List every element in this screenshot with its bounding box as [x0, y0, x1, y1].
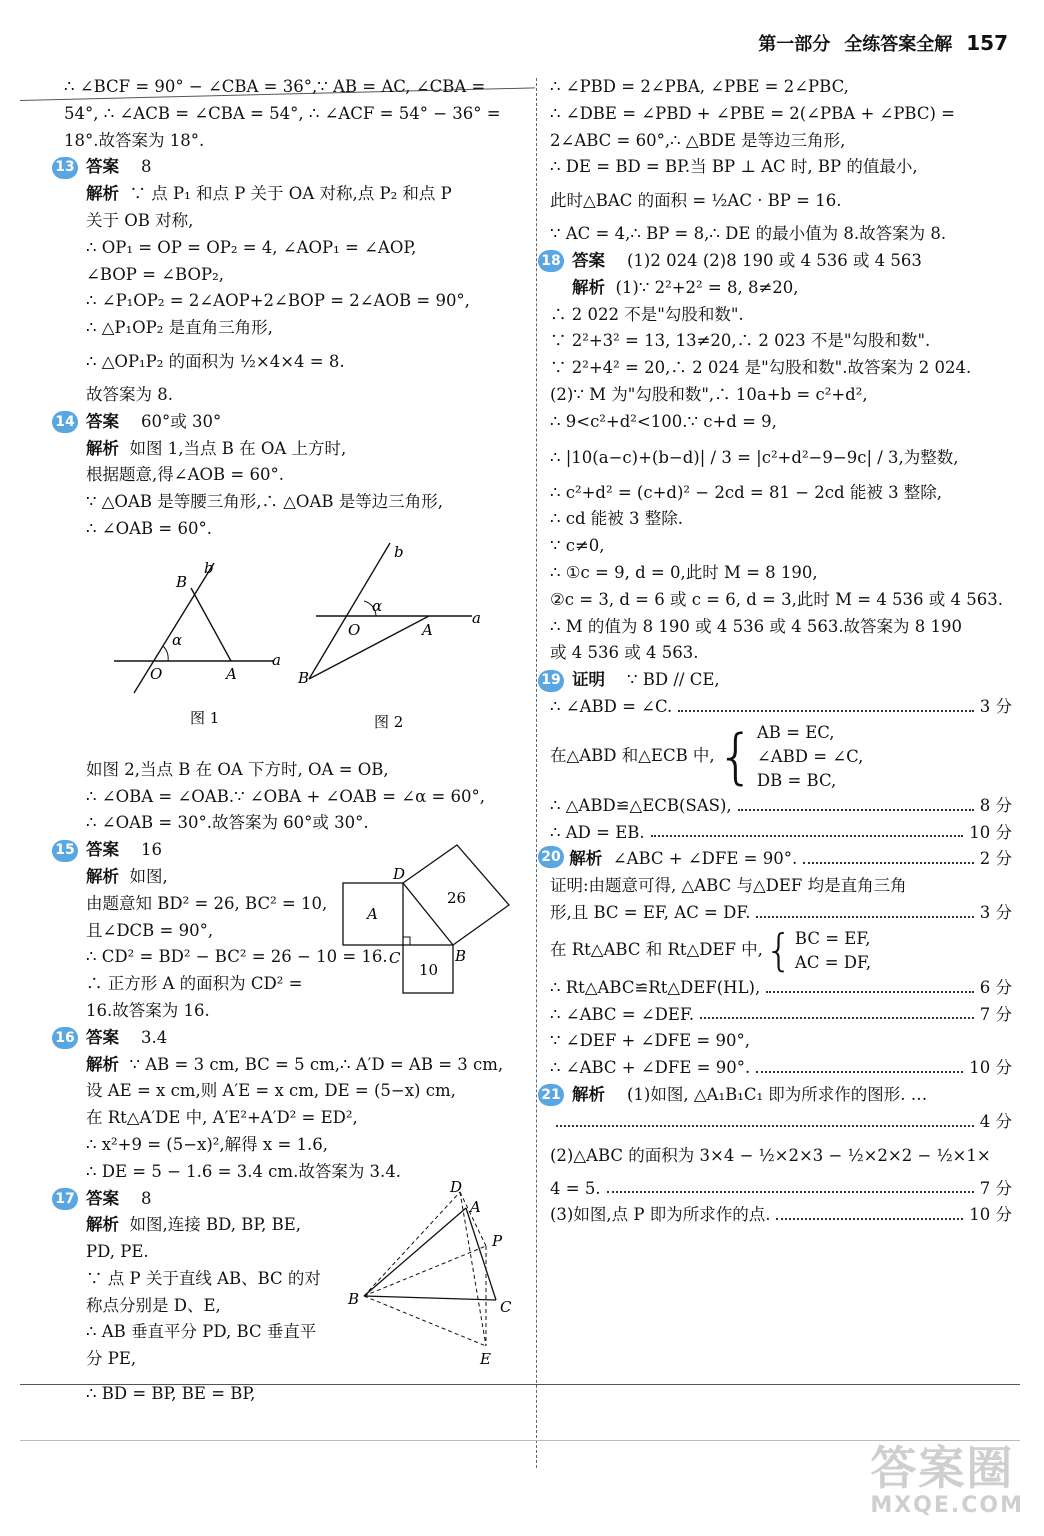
text-line: ∴ ∠ABC + ∠DFE = 90°. — [550, 1058, 751, 1078]
text-line: ∴ △OP₁P₂ 的面积为 ½×4×4 = 8. — [86, 351, 345, 371]
answer-value: 16 — [141, 840, 162, 860]
question-13-header — [55, 154, 516, 181]
text-line: ∠ABC + ∠DFE = 90°. — [612, 849, 798, 869]
analysis-label: 解析 — [86, 1215, 119, 1235]
dot-leader — [738, 793, 974, 811]
text-line: ∵ 点 P 关于直线 AB、BC 的对 — [86, 1268, 321, 1288]
text-line: 故答案为 8. — [86, 384, 173, 404]
fig15-label-C: C — [389, 949, 401, 968]
text-line: ∴ AD = EB. — [550, 822, 645, 842]
answer-value: 3.4 — [141, 1027, 168, 1047]
figure-17-svg — [346, 1177, 526, 1368]
fig1-label-a: a — [272, 650, 281, 669]
figure-14-svg — [64, 543, 516, 757]
text-line: ∴ DE = BD = BP.当 BP ⊥ AC 时, BP 的值最小, — [550, 157, 918, 177]
fig15-label-10: 10 — [419, 961, 439, 980]
fig17-label-P: P — [492, 1231, 503, 1250]
text-line: ∵ BD // CE, — [627, 670, 720, 690]
score-value: 6 分 — [979, 977, 1012, 997]
text-line: PD, PE. — [86, 1242, 149, 1262]
score-value: 7 分 — [979, 1004, 1012, 1024]
score-value: 10 分 — [969, 1205, 1012, 1225]
text-line: ∴ △ABD≌△ECB(SAS), — [550, 795, 732, 815]
fig15-label-A: A — [367, 905, 378, 924]
score-line — [550, 793, 1012, 820]
text-line: 如图,连接 BD, BP, BE, — [129, 1215, 302, 1235]
text-line: 或 4 536 或 4 563. — [550, 643, 699, 663]
fig17-label-D: D — [450, 1177, 463, 1196]
text-line: 2∠ABC = 60°,∴ △BDE 是等边三角形, — [550, 130, 846, 150]
answer-label: 答案 — [572, 250, 605, 270]
fig1-label-B: B — [176, 572, 188, 591]
figure-14 — [64, 543, 516, 757]
question-number-badge: 19 — [538, 670, 564, 692]
text-line: ∴ |10(a−c)+(b−d)| / 3 = |c²+d²−9−9c| / 3,为整数, — [550, 447, 959, 467]
right-column — [541, 74, 1012, 1229]
score-value: 10 分 — [969, 1058, 1012, 1078]
text-line: ∵ △OAB 是等腰三角形,∴ △OAB 是等边三角形, — [86, 492, 443, 512]
analysis-line — [64, 1052, 516, 1079]
score-line — [550, 1055, 1012, 1082]
dot-leader — [700, 1002, 974, 1020]
question-number-badge: 16 — [52, 1027, 78, 1049]
column-divider — [536, 78, 537, 1468]
text-line: ∴ ∠DBE = ∠PBD + ∠PBE = 2(∠PBA + ∠PBC) = — [550, 103, 955, 123]
dot-leader — [651, 820, 964, 838]
text-line: ∴ DE = 5 − 1.6 = 3.4 cm.故答案为 3.4. — [86, 1161, 402, 1181]
text-line: 证明:由题意可得, △ABC 与△DEF 均是直角三角 — [550, 876, 907, 896]
dot-leader — [756, 900, 973, 918]
score-value: 8 分 — [979, 795, 1012, 815]
score-line — [550, 820, 1012, 847]
text-line: ∴ ∠P₁OP₂ = 2∠AOP+2∠BOP = 2∠AOB = 90°, — [86, 291, 470, 311]
dot-leader — [776, 1202, 963, 1220]
question-number-badge: 15 — [52, 840, 78, 862]
text-line: (1)如图, △A₁B₁C₁ 即为所求作的图形. … — [627, 1084, 928, 1104]
segment-BP — [364, 1246, 486, 1296]
fig1-label-b: b — [204, 558, 214, 577]
text-line: ∵ 点 P₁ 和点 P 关于 OA 对称,点 P₂ 和点 P — [129, 184, 452, 204]
segment-BD — [364, 1192, 460, 1296]
score-value: 3 分 — [979, 902, 1012, 922]
answer-label: 答案 — [86, 840, 119, 860]
text-line: 在△ABD 和△ECB 中, — [550, 746, 715, 766]
text-line: ∴ 正方形 A 的面积为 CD² = — [86, 974, 303, 994]
answer-label: 答案 — [86, 1188, 119, 1208]
analysis-label: 解析 — [86, 184, 119, 204]
figure-15-svg — [339, 843, 519, 1003]
fig1-label-A: A — [226, 664, 237, 683]
dot-leader — [756, 1055, 963, 1073]
text-line: ∵ AC = 4,∴ BP = 8,∴ DE 的最小值为 8.故答案为 8. — [550, 224, 947, 244]
text-line: ∴ ①c = 9, d = 0,此时 M = 8 190, — [550, 562, 818, 582]
text-line: ∵ ∠DEF + ∠DFE = 90°, — [550, 1031, 750, 1051]
answer-label: 答案 — [86, 411, 119, 431]
dot-leader — [678, 694, 973, 712]
text-line: ∵ AB = 3 cm, BC = 5 cm,∴ A′D = AB = 3 cm, — [129, 1054, 504, 1074]
score-value: 7 分 — [979, 1178, 1012, 1198]
text-line: ∴ M 的值为 8 190 或 4 536 或 4 563.故答案为 8 190 — [550, 616, 963, 636]
question-17-block — [55, 1177, 516, 1408]
brace-item: BC = EF, — [794, 928, 871, 948]
question-18-header — [541, 248, 1012, 275]
question-number-badge: 18 — [538, 250, 564, 272]
brace-item: ∠ABD = ∠C, — [756, 746, 864, 766]
score-value: 10 分 — [969, 822, 1012, 842]
fig17-label-C: C — [500, 1297, 512, 1316]
answer-value: 60°或 30° — [141, 411, 222, 431]
text-line: 分 PE, — [86, 1349, 137, 1369]
text-line: ②c = 3, d = 6 或 c = 6, d = 3,此时 M = 4 536 或 4 563. — [550, 589, 1004, 609]
score-line — [550, 694, 1012, 721]
fig2-label-O: O — [348, 620, 361, 639]
text-line: 在 Rt△ABC 和 Rt△DEF 中, — [550, 940, 763, 960]
text-line: ∴ 2 022 不是"勾股和数". — [550, 304, 744, 324]
text-line: 且∠DCB = 90°, — [86, 920, 214, 940]
text-line: ∴ ∠OBA = ∠OAB.∵ ∠OBA + ∠OAB = ∠α = 60°, — [86, 786, 486, 806]
fig2-label-a: a — [472, 608, 481, 627]
page-number: 157 — [966, 31, 1008, 55]
segment-BC — [364, 1296, 496, 1300]
text-line: 设 AE = x cm,则 A′E = x cm, DE = (5−x) cm, — [86, 1081, 456, 1101]
question-number-badge: 20 — [538, 846, 564, 868]
brace-items — [757, 721, 864, 793]
text-line: ∵ 2²+4² = 20,∴ 2 024 是"勾股和数".故答案为 2 024. — [550, 358, 972, 378]
text-line: (1)∵ 2²+2² = 8, 8≠20, — [615, 277, 799, 297]
header-section: 全练答案全解 — [844, 34, 953, 55]
question-number-badge: 21 — [538, 1084, 564, 1106]
header-part: 第一部分 — [758, 34, 831, 55]
text-line: 4 = 5. — [550, 1178, 601, 1198]
fig2-label-B: B — [298, 668, 310, 687]
brace-symbol: { — [764, 924, 793, 976]
text-line: ∠BOP = ∠BOP₂, — [86, 264, 224, 284]
analysis-label: 解析 — [569, 849, 603, 869]
score-line — [550, 900, 1012, 927]
watermark — [870, 1443, 1024, 1518]
question-15-block — [55, 837, 516, 1025]
text-line: (3)如图,点 P 即为所求作的点. — [550, 1205, 771, 1225]
text-line: ∴ AB 垂直平分 PD, BC 垂直平 — [86, 1322, 317, 1342]
segment-BE — [364, 1296, 486, 1346]
text-line: 由题意知 BD² = 26, BC² = 10, — [86, 893, 328, 913]
analysis-label: 解析 — [572, 1084, 605, 1104]
text-line: ∴ c²+d² = (c+d)² − 2cd = 81 − 2cd 能被 3 整除, — [550, 482, 943, 502]
text-line: ∴ ∠PBD = 2∠PBA, ∠PBE = 2∠PBC, — [550, 77, 849, 96]
text-line: 如图 1,当点 B 在 OA 上方时, — [129, 438, 347, 458]
dot-leader — [766, 975, 974, 993]
question-number-badge: 14 — [52, 411, 78, 433]
answer-label: 答案 — [86, 157, 119, 177]
analysis-label: 解析 — [86, 1054, 119, 1074]
right-angle-mark — [403, 937, 410, 945]
fig15-label-D: D — [393, 865, 406, 884]
score-value: 3 分 — [979, 696, 1012, 716]
analysis-line — [64, 436, 516, 463]
analysis-line — [64, 181, 516, 208]
dot-leader — [607, 1176, 974, 1194]
score-line — [550, 1176, 1012, 1203]
text-line: 54°, ∴ ∠ACB = ∠CBA = 54°, ∴ ∠ACF = 54° − 36° = — [64, 103, 501, 123]
fig17-label-B: B — [348, 1289, 360, 1308]
score-line — [541, 846, 1012, 873]
score-line — [550, 975, 1012, 1002]
fig1-segment-ba — [191, 588, 231, 661]
left-column — [55, 74, 516, 1408]
text-line: ∴ CD² = BD² − BC² = 26 − 10 = 16. — [86, 947, 388, 967]
score-value: 4 分 — [979, 1111, 1012, 1131]
fig1-label-O: O — [150, 664, 163, 683]
brace-item: AC = DF, — [794, 952, 872, 972]
text-line: 形,且 BC = EF, AC = DF. — [550, 902, 751, 922]
question-14-header — [55, 409, 516, 436]
score-line — [550, 1202, 1012, 1229]
dot-leader — [556, 1109, 974, 1127]
analysis-label: 解析 — [572, 277, 605, 297]
fig2-label-A: A — [422, 620, 433, 639]
page-header — [758, 30, 1008, 56]
text-line: 关于 OB 对称, — [86, 210, 194, 230]
question-21-header — [541, 1082, 1012, 1109]
score-line — [550, 1109, 1012, 1136]
text-line: (2)△ABC 的面积为 3×4 − ½×2×3 − ½×2×2 − ½×1× — [550, 1145, 991, 1165]
text-line: ∴ ∠OAB = 30°.故答案为 60°或 30°. — [86, 813, 369, 833]
text-line: ∴ BD = BP, BE = BP, — [86, 1384, 256, 1404]
question-19-header — [541, 667, 1012, 694]
fig2-label-alpha: α — [372, 596, 383, 615]
answer-value: 8 — [141, 157, 152, 177]
text-line: ∵ c≠0, — [550, 536, 605, 556]
fig2-caption: 图 2 — [374, 712, 404, 731]
text-line: ∴ x²+9 = (5−x)²,解得 x = 1.6, — [86, 1134, 329, 1154]
segment-AC — [466, 1208, 496, 1300]
text-line: ∴ ∠ABC = ∠DEF. — [550, 1004, 695, 1024]
text-line: ∴ OP₁ = OP = OP₂ = 4, ∠AOP₁ = ∠AOP, — [86, 237, 417, 257]
analysis-label: 解析 — [86, 866, 119, 886]
watermark-logo-text: 答案圈 — [870, 1441, 1015, 1495]
analysis-line — [550, 275, 1012, 302]
question-number-badge: 17 — [52, 1188, 78, 1210]
answer-value: (1)2 024 (2)8 190 或 4 536 或 4 563 — [627, 250, 922, 270]
fig1-label-alpha: α — [172, 630, 183, 649]
question-16-header — [55, 1025, 516, 1052]
fig1-caption: 图 1 — [190, 708, 220, 727]
text-line: ∴ △P₁OP₂ 是直角三角形, — [86, 318, 273, 338]
proof-label: 证明 — [572, 670, 605, 690]
answer-value: 8 — [141, 1188, 152, 1208]
brace-item: AB = EC, — [756, 722, 835, 742]
text-line: ∴ Rt△ABC≌Rt△DEF(HL), — [550, 977, 761, 997]
text-line: 如图, — [129, 866, 168, 886]
text-line: 此时△BAC 的面积 = ½AC · BP = 16. — [550, 191, 842, 211]
text-line: 如图 2,当点 B 在 OA 下方时, OA = OB, — [86, 759, 389, 779]
fig17-label-A: A — [470, 1197, 481, 1216]
watermark-url: MXQE.COM — [870, 1493, 1024, 1518]
brace-item: DB = BC, — [756, 770, 837, 790]
fig1-angle-arc — [163, 646, 168, 661]
text-line: (2)∵ M 为"勾股和数",∴ 10a+b = c²+d², — [550, 384, 868, 404]
text-line: 在 Rt△A′DE 中, A′E²+A′D² = ED², — [86, 1108, 358, 1128]
dot-leader — [803, 846, 974, 864]
brace-symbol: { — [716, 721, 755, 792]
score-value: 2 分 — [979, 849, 1012, 869]
brace-items — [795, 927, 871, 975]
fig15-label-26: 26 — [447, 889, 467, 908]
brace-group — [550, 721, 1012, 793]
text-line: 根据题意,得∠AOB = 60°. — [86, 465, 284, 485]
score-line — [550, 1002, 1012, 1029]
analysis-label: 解析 — [86, 438, 119, 458]
text-line: ∴ cd 能被 3 整除. — [550, 509, 684, 529]
fig17-label-E: E — [480, 1349, 491, 1368]
text-line: 18°.故答案为 18°. — [64, 130, 205, 150]
text-line: ∵ 2²+3² = 13, 13≠20,∴ 2 023 不是"勾股和数". — [550, 331, 931, 351]
question-number-badge: 13 — [52, 157, 78, 179]
text-line: 称点分别是 D、E, — [86, 1295, 221, 1315]
fig2-label-b: b — [394, 542, 404, 561]
fig15-label-B: B — [455, 947, 467, 966]
text-line: 16.故答案为 16. — [86, 1000, 210, 1020]
answer-label: 答案 — [86, 1027, 119, 1047]
segment-BA — [364, 1208, 466, 1296]
text-line: ∴ ∠OAB = 60°. — [86, 518, 212, 538]
text-line: ∴ ∠ABD = ∠C. — [550, 696, 673, 716]
text-line: ∴ ∠BCF = 90° − ∠CBA = 36°,∵ AB = AC, ∠CBA = — [64, 77, 486, 96]
text-line: ∴ 9<c²+d²<100.∵ c+d = 9, — [550, 411, 777, 431]
brace-group — [550, 924, 1012, 976]
fig1-line-b — [134, 563, 214, 693]
